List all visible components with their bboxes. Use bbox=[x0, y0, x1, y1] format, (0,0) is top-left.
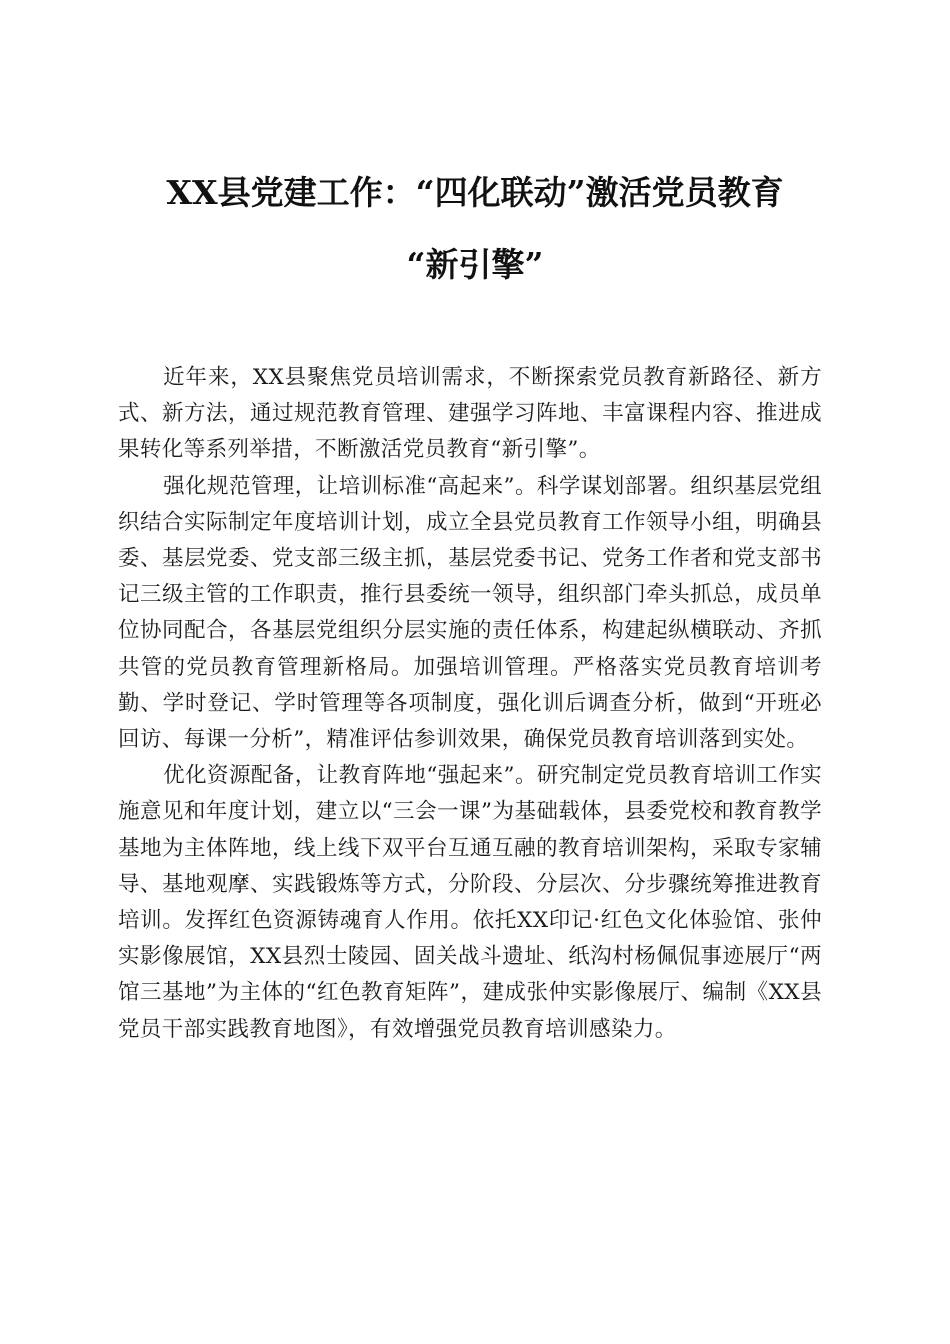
paragraph-resource-allocation: 优化资源配备，让教育阵地“强起来”。研究制定党员教育培训工作实施意见和年度计划，建立以“三会一课”为基础载体，县委党校和教育教学基地为主体阵地，线上线下双平台互通互融的教育培训架构，采取专家辅导、基地观摩、实践锻炼等方式，分阶段、分层次、分步骤统筹推进教育培训。发挥红色资源铸魂育人作用。依托XX印记·红色文化体验馆、张仲实影像展馆，XX县烈士陵园、固关战斗遗址、纸沟村杨佩侃事迹展厅“两馆三基地”为主体的“红色教育矩阵”，建成张仲实影像展厅、编制《XX县党员干部实践教育地图》，有效增强党员教育培训感染力。 bbox=[118, 763, 822, 1042]
paragraph-standardized-management: 强化规范管理，让培训标准“高起来”。科学谋划部署。组织基层党组织结合实际制定年度培训计划，成立全县党员教育工作领导小组，明确县委、基层党委、党支部三级主抓，基层党委书记、党务工作者和党支部书记三级主管的工作职责，推行县委统一领导，组织部门牵头抓总，成员单位协同配合，各基层党组织分层实施的责任体系，构建起纵横联动、齐抓共管的党员教育管理新格局。加强培训管理。严格落实党员教育培训考勤、学时登记、学时管理等各项制度，强化训后调查分析，做到“开班必回访、每课一分析”，精准评估参训效果，确保党员教育培训落到实处。 bbox=[118, 473, 822, 753]
document-title-line-2: “新引擎” bbox=[406, 245, 544, 284]
paragraph-intro: 近年来，XX县聚焦党员培训需求，不断探索党员教育新路径、新方式、新方法，通过规范教育管理、建强学习阵地、丰富课程内容、推进成果转化等系列举措，不断激活党员教育“新引擎”。 bbox=[118, 365, 822, 463]
document-body bbox=[118, 360, 822, 1048]
document-title-line-1: XX县党建工作：“四化联动”激活党员教育 bbox=[166, 173, 784, 212]
